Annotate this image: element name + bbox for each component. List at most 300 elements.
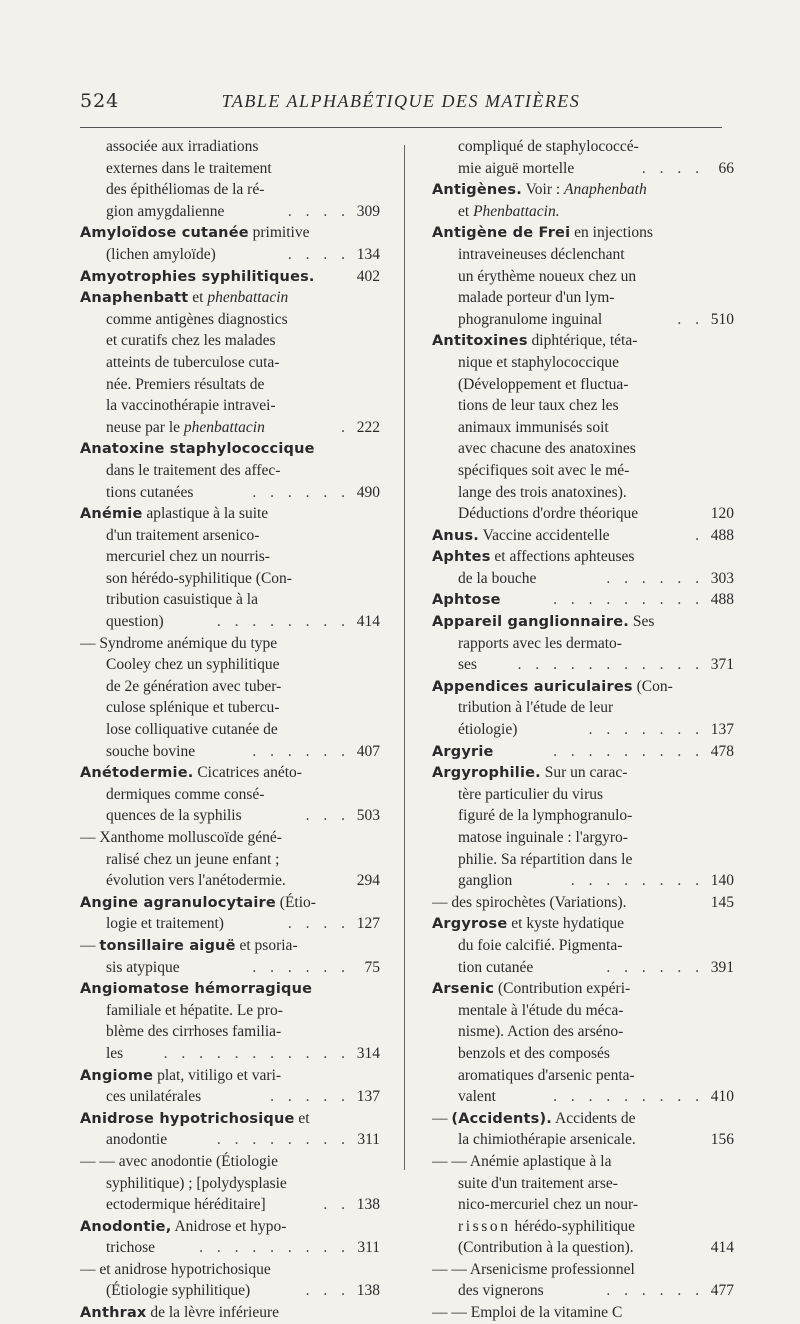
entry-text [432,654,477,676]
entry-description: valent [458,1088,496,1106]
entry-text [432,568,536,590]
index-line [80,546,380,568]
entry-description: figuré de la lymphogranulo- [458,807,633,825]
entry-heading: Anodontie, [80,1218,172,1235]
page-reference: 371 [710,656,734,674]
entry-description: (Con- [632,677,673,695]
dot-leader: . . . . . . [252,958,350,976]
index-line [432,460,734,482]
entry-description: — — avec anodontie (Étiologie [80,1152,278,1170]
index-line [80,568,380,590]
dot-leader: . . . . . . . . . [199,1239,350,1257]
entry-text [432,460,629,482]
index-line [432,935,734,957]
page-header [80,88,722,120]
entry-description: évolution vers l'anétodermie. [106,872,286,890]
index-line [80,1043,380,1065]
dot-leader: . . . . . . . . [216,1131,350,1149]
entry-description: Déductions d'ordre théorique [458,505,639,523]
entry-text [432,892,627,914]
entry-description: dans le traitement des affec- [106,461,281,479]
index-line [432,1043,734,1065]
entry-text [432,352,619,374]
entry-text [432,870,512,892]
page-reference: 156 [710,1131,734,1149]
entry-text [432,935,622,957]
entry-text [80,482,193,504]
entry-text [80,978,312,1000]
entry-description: plat, vitiligo et vari- [153,1066,282,1084]
index-line [80,1108,380,1130]
entry-description: son hérédo-syphilitique (Con- [106,569,292,587]
index-line [432,417,734,439]
index-line [80,978,380,1000]
entry-text [432,978,630,1000]
right-column [432,136,734,1324]
entry-text [432,1000,623,1022]
entry-text [80,266,315,288]
index-line [80,1216,380,1238]
page-reference: 477 [710,1282,734,1300]
entry-text [432,395,619,417]
index-line [80,741,380,763]
index-line [80,589,380,611]
entry-text [80,1086,201,1108]
entry-text [432,611,654,633]
entry-description: — Xanthome molluscoïde géné- [80,829,282,846]
entry-heading: Antigène de Frei [432,225,571,242]
index-line [80,1065,380,1087]
index-line [80,1129,380,1151]
index-line [432,1108,734,1130]
entry-description: nico-mercuriel chez un nour- [458,1196,639,1214]
entry-text [80,1065,281,1087]
index-line [80,503,380,525]
index-line [80,827,380,849]
entry-description: et curatifs chez les malades [106,332,276,350]
entry-description: suite d'un traitement arse- [458,1174,618,1192]
index-line [432,1280,734,1302]
page-reference: 410 [710,1088,734,1106]
entry-text [80,158,272,180]
entry-description: Vaccine accidentelle [479,526,610,544]
entry-text [80,784,264,806]
entry-description: (Développement et fluctua- [458,375,629,393]
entry-description: et psoria- [235,936,298,954]
index-line [80,374,380,396]
entry-text [432,719,517,741]
entry-text [432,244,625,266]
page-reference: 391 [710,958,734,976]
entry-description: diphtérique, téta- [527,332,638,350]
index-line [80,222,380,244]
index-line [432,611,734,633]
entry-italic: phenbattacin [183,418,265,436]
index-line [432,849,734,871]
entry-text [432,546,634,568]
entry-italic: phenbattacin [207,289,289,307]
entry-description: ces unilatérales [106,1088,202,1106]
dot-leader: . . . . . . . . . . . [163,1044,350,1062]
entry-text [432,676,673,698]
index-line [80,1259,380,1281]
entry-text [432,158,574,180]
dot-leader: . . . . . . [252,742,350,760]
entry-text [80,568,292,590]
entry-text [80,1216,286,1238]
entry-text [432,417,609,439]
entry-text [80,1043,123,1065]
dot-leader: . . . [305,1282,350,1300]
entry-text [432,330,637,352]
page-reference: 488 [710,591,734,609]
dot-leader: . . . . . . . . [570,872,704,890]
entry-text [80,460,280,482]
entry-heading: Aphtose [432,592,501,609]
entry-text [432,1129,636,1151]
index-line [80,654,380,676]
entry-text [432,1108,636,1130]
entry-heading: Argyrophilie. [432,765,541,782]
entry-text [432,1194,638,1216]
index-line [432,784,734,806]
entry-heading: Angiomatose hémorragique [80,981,313,998]
index-line [432,525,734,547]
index-line [80,1000,380,1022]
entry-description: benzols et des composés [458,1044,610,1062]
entry-italic: Anaphenbath [564,181,647,199]
entry-description: — Syndrome anémique du type [80,634,278,652]
entry-description: syphilitique) ; [polydysplasie [106,1174,287,1192]
entry-description: intraveineuses déclenchant [458,245,625,263]
index-line [432,913,734,935]
entry-text [80,892,316,914]
index-line [432,654,734,676]
entry-text [432,179,647,201]
index-line [80,287,380,309]
page-reference: 414 [356,613,380,631]
index-line [80,309,380,331]
dot-leader: . . . . . . . . [216,613,350,631]
index-line [80,395,380,417]
entry-description: les [106,1044,124,1062]
page-reference: 490 [356,483,380,501]
index-line [432,589,734,611]
entry-description: et kyste hydatique [507,915,625,933]
entry-text [432,697,613,719]
entry-heading: Amyotrophies syphilitiques. [80,268,315,285]
index-line [80,892,380,914]
entry-description: associée aux irradiations [106,138,259,155]
entry-description: (Étio- [275,893,316,911]
entry-heading: Amyloïdose cutanée [80,225,249,242]
entry-description: (lichen amyloïde) [106,245,216,263]
dot-leader: . . . [305,807,350,825]
entry-description: matose inguinale : l'argyro- [458,829,628,846]
index-line [80,719,380,741]
index-line [432,201,734,223]
page-reference: 478 [710,742,734,760]
entry-description: philie. Sa répartition dans le [458,850,633,868]
index-line [432,266,734,288]
index-line [432,1302,734,1324]
entry-text [432,913,624,935]
dot-leader: . . [323,1196,350,1214]
index-line [432,179,734,201]
index-line [432,1173,734,1195]
page-reference: 140 [710,872,734,890]
entry-heading: Appareil ganglionnaire. [432,614,630,631]
entry-description: (Contribution expéri- [494,980,631,998]
entry-description: ralisé chez un jeune enfant ; [106,850,280,868]
page-reference: 303 [710,569,734,587]
entry-text [80,546,270,568]
index-line [432,309,734,331]
entry-text [432,1043,610,1065]
dot-leader [286,870,356,892]
index-line [432,438,734,460]
entry-description: quences de la syphilis [106,807,242,825]
entry-description: mercuriel chez un nourris- [106,548,270,566]
entry-text [80,179,264,201]
entry-description: gion amygdalienne [106,202,225,220]
entry-description: blème des cirrhoses familia- [106,1023,282,1041]
entry-text [80,697,279,719]
index-line [432,136,734,158]
dot-leader: . . . . . [270,1088,350,1106]
entry-text [80,330,276,352]
entry-description: (Contribution à la question). [458,1239,634,1257]
entry-text [80,1194,266,1216]
entry-description: (Étiologie syphilitique) [106,1282,251,1300]
entry-text [432,805,632,827]
entry-description: animaux immunisés soit [458,418,609,436]
entry-description: sis atypique [106,958,180,976]
entry-description: — et anidrose hypotrichosique [80,1260,271,1278]
entry-description: hérédo-syphilitique [510,1217,636,1235]
entry-description: Cooley chez un syphilitique [106,656,280,674]
index-line [432,352,734,374]
dot-leader: . . [677,310,704,328]
entry-description: et [458,202,474,220]
entry-description: nique et staphylococcique [458,353,619,371]
index-line [432,330,734,352]
entry-description: née. Premiers résultats de [106,375,265,393]
page-reference: 314 [356,1044,380,1062]
entry-description: ses [458,656,477,674]
dot-leader: . . . . [287,202,350,220]
index-line [432,1216,734,1238]
index-line [80,136,380,158]
entry-text [432,1216,635,1238]
entry-text [432,1173,618,1195]
dot-leader: . . . . [641,159,704,177]
page-reference: 503 [356,807,380,825]
entry-description: lose colliquative cutanée de [106,721,278,739]
dot-leader [638,503,710,525]
page-reference: 138 [356,1196,380,1214]
entry-description: aromatiques d'arsenic penta- [458,1066,635,1084]
index-line [432,633,734,655]
page-reference: 134 [356,245,380,263]
entry-description: tions cutanées [106,483,194,501]
page-reference: 137 [710,721,734,739]
index-line [80,935,380,957]
dot-leader: . . . . . . [252,483,350,501]
entry-heading: Appendices auriculaires [432,678,633,695]
dot-leader: . [695,526,704,544]
page-reference: 311 [357,1239,380,1257]
index-line [432,892,734,914]
index-line [80,1194,380,1216]
index-line [80,762,380,784]
entry-heading: Argyrie [432,743,494,760]
entry-heading: Antitoxines [432,333,528,350]
index-line [80,676,380,698]
dot-leader [634,1237,710,1259]
index-line [80,330,380,352]
index-line [432,1129,734,1151]
entry-description: la chimiothérapie arsenicale. [458,1131,636,1149]
entry-heading: Antigènes. [432,182,522,199]
page-number: 524 [80,90,120,112]
entry-description: tions de leur taux chez les [458,397,619,415]
entry-text [80,589,258,611]
page-reference: 137 [356,1088,380,1106]
entry-description: anodontie [106,1131,168,1149]
dot-leader: . . . . . . . . . [553,742,704,760]
entry-text [80,611,164,633]
page-reference: 488 [710,526,734,544]
index-line [80,1021,380,1043]
entry-text [432,849,632,871]
entry-text [80,244,216,266]
index-line [80,158,380,180]
entry-description: familiale et hépatite. Le pro- [106,1001,283,1019]
entry-text [432,1086,496,1108]
index-line [80,460,380,482]
entry-description: — — Anémie aplastique à la [432,1152,612,1170]
entry-text [80,935,298,957]
entry-description: des vignerons [458,1282,544,1300]
index-line [432,1237,734,1259]
entry-heading: Angiome [80,1067,154,1084]
entry-description: tribution à l'étude de leur [458,699,614,717]
dot-leader: . . . . . . [606,1282,704,1300]
entry-text [80,957,180,979]
entry-text [80,1302,279,1324]
page-reference: 309 [356,202,380,220]
entry-description: Ses [629,613,655,631]
entry-text [80,1151,278,1173]
entry-text [432,482,627,504]
entry-text [432,1280,544,1302]
entry-description: externes dans le traitement [106,159,272,177]
entry-spaced-word: risson [458,1217,511,1235]
entry-description: — — Arsenicisme professionnel [432,1260,635,1278]
index-line [80,1173,380,1195]
entry-text [80,654,279,676]
dot-leader: . [341,418,350,436]
dot-leader [627,892,710,914]
index-line [80,633,380,655]
index-line [80,1086,380,1108]
dot-leader: . . . . . . [606,958,704,976]
entry-description: spécifiques soit avec le mé- [458,461,630,479]
entry-description: aplastique à la suite [142,505,269,523]
page-reference: 294 [356,872,380,890]
entry-text [80,849,279,871]
index-line [80,525,380,547]
entry-description: phogranulome inguinal [458,310,603,328]
entry-heading: Anétodermie. [80,765,194,782]
entry-heading: Anatoxine staphylococcique [80,441,315,458]
running-title: TABLE ALPHABÉTIQUE DES MATIÈRES [221,91,581,111]
entry-description: de la bouche [458,569,537,587]
entry-text [432,287,614,309]
index-line [432,374,734,396]
entry-text [80,913,224,935]
entry-text [432,589,501,611]
index-line [432,978,734,1000]
entry-description: rapports avec les dermato- [458,634,622,652]
entry-text [80,503,268,525]
page-reference: 75 [364,958,380,976]
index-line [80,1237,380,1259]
index-line [80,482,380,504]
entry-text [80,676,281,698]
entry-description: — des spirochètes (Variations). [432,893,627,911]
index-line [80,913,380,935]
page-reference: 120 [710,505,734,523]
entry-heading: tonsillaire aiguë [99,937,236,954]
index-line [80,244,380,266]
index-line [432,222,734,244]
entry-text [80,741,195,763]
index-line [432,244,734,266]
entry-text [80,1259,271,1281]
entry-description: primitive [248,224,310,242]
index-line [432,1021,734,1043]
index-line [80,417,380,439]
entry-description: culose splénique et tubercu- [106,699,280,717]
entry-heading: Aphtes [432,549,491,566]
entry-text [80,1173,287,1195]
entry-description: mie aiguë mortelle [458,159,575,177]
entry-heading: Angine agranulocytaire [80,894,276,911]
index-line [432,395,734,417]
entry-text [432,1021,623,1043]
entry-description: un érythème noueux chez un [458,267,637,285]
entry-heading: Argyrose [432,916,508,933]
dot-leader: . . . . . . . . . . . [517,656,704,674]
entry-text [80,1000,283,1022]
entry-description: ectodermique héréditaire] [106,1196,266,1214]
entry-text [80,633,277,655]
index-line [80,805,380,827]
entry-description: mentale à l'étude du méca- [458,1001,624,1019]
entry-description: Sur un carac- [540,764,628,782]
entry-description: des épithéliomas de la ré- [106,181,265,199]
entry-heading: Anémie [80,506,143,523]
entry-text [80,1021,281,1043]
index-line [80,201,380,223]
entry-text [432,827,628,849]
index-line [432,762,734,784]
entry-description: Anidrose et hypo- [171,1217,287,1235]
entry-text [80,827,282,849]
entry-text [80,417,265,439]
